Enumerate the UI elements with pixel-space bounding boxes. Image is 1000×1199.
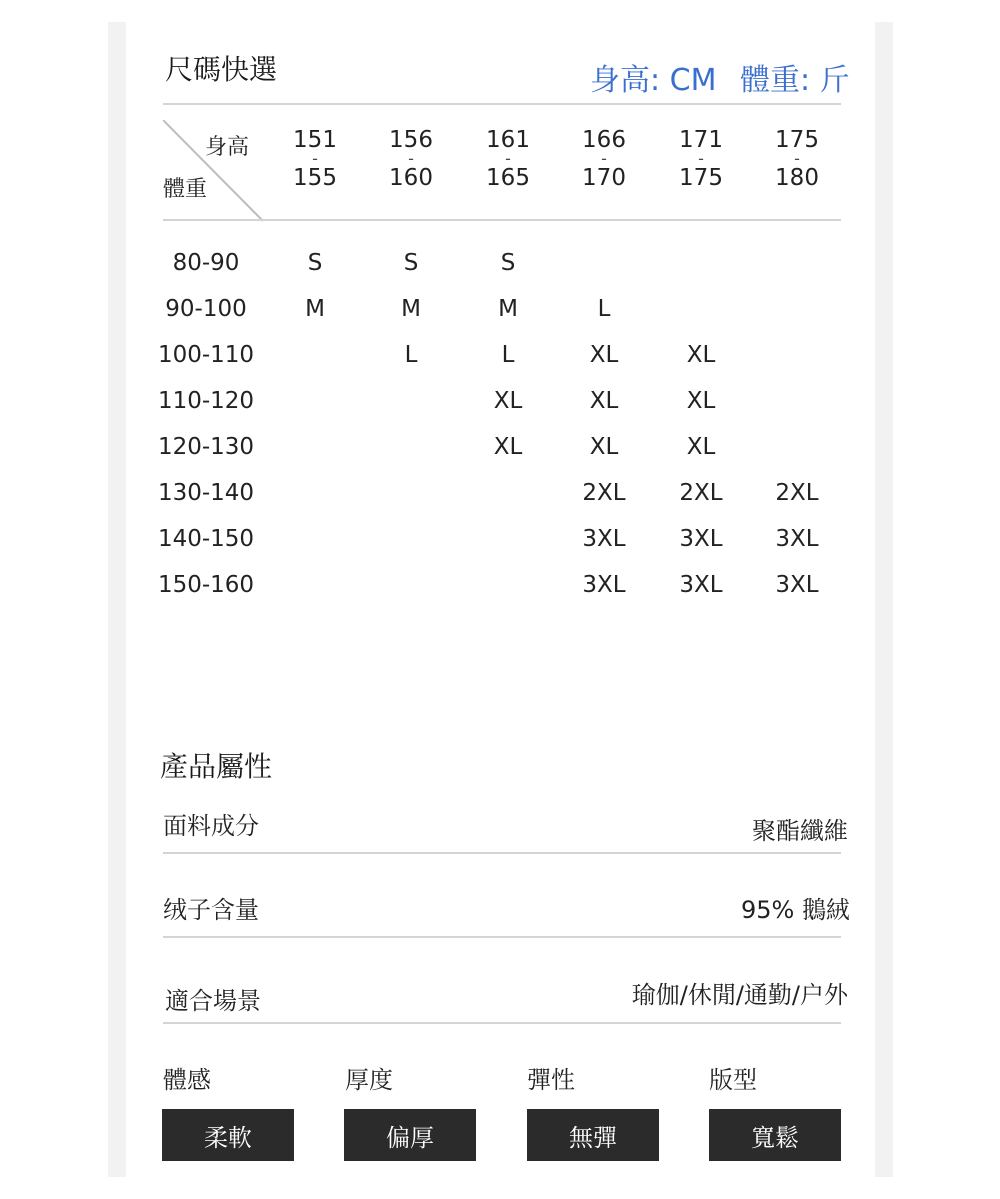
weight-unit-label: 體重: 斤 — [740, 63, 850, 98]
weight-range-label: 90-100 — [165, 296, 247, 322]
weight-range-label: 80-90 — [172, 250, 240, 276]
size-cell: 3XL — [775, 572, 819, 598]
height-column-header — [656, 128, 746, 190]
header-bottom-divider — [163, 219, 841, 221]
size-cell: XL — [686, 388, 716, 414]
body-feel-label: 體感 — [163, 1066, 211, 1094]
right-side-strip — [875, 22, 893, 1177]
size-guide-title: 尺碼快選 — [165, 53, 278, 86]
size-cell: L — [501, 342, 515, 368]
height-range-start: 175 — [775, 127, 819, 153]
scene-divider — [163, 1022, 841, 1024]
weight-range-label: 100-110 — [157, 342, 255, 368]
height-column-header — [752, 128, 842, 190]
size-cell: 3XL — [582, 572, 626, 598]
thickness-value: 偏厚 — [344, 1109, 476, 1161]
down-content-divider — [163, 936, 841, 938]
height-range-dash: - — [794, 149, 800, 168]
size-cell: 3XL — [679, 572, 723, 598]
size-cell: XL — [493, 434, 523, 460]
size-cell: 3XL — [775, 526, 819, 552]
height-column-header — [270, 128, 360, 190]
weight-range-label: 150-160 — [157, 572, 255, 598]
height-range-start: 161 — [486, 127, 530, 153]
size-cell: XL — [493, 388, 523, 414]
size-cell: L — [404, 342, 418, 368]
height-column-header — [463, 128, 553, 190]
height-range-dash: - — [312, 149, 318, 168]
weight-range-label: 130-140 — [157, 480, 255, 506]
height-column-header — [559, 128, 649, 190]
height-header: 身高 — [205, 135, 250, 160]
weight-header: 體重 — [163, 177, 208, 202]
left-side-strip — [108, 22, 126, 1177]
size-cell: 2XL — [679, 480, 723, 506]
scene-label: 適合場景 — [165, 987, 261, 1015]
size-cell: L — [597, 296, 611, 322]
weight-range-label: 120-130 — [157, 434, 255, 460]
size-cell: M — [401, 296, 421, 322]
attributes-title: 產品屬性 — [160, 750, 273, 783]
size-cell: XL — [686, 342, 716, 368]
header-top-divider — [163, 103, 841, 105]
elasticity-value: 無彈 — [527, 1109, 659, 1161]
size-cell: 2XL — [582, 480, 626, 506]
down-content-value: 95% 鵝絨 — [741, 896, 850, 924]
height-range-start: 166 — [582, 127, 626, 153]
size-cell: 3XL — [582, 526, 626, 552]
scene-value: 瑜伽/休閒/通勤/户外 — [631, 981, 848, 1009]
size-cell: S — [403, 250, 419, 276]
size-cell: XL — [589, 388, 619, 414]
body-feel-value: 柔軟 — [162, 1109, 294, 1161]
fit-label: 版型 — [709, 1066, 757, 1094]
height-range-dash: - — [601, 149, 607, 168]
size-cell: XL — [589, 342, 619, 368]
height-column-header — [366, 128, 456, 190]
height-range-end: 170 — [582, 165, 626, 191]
weight-range-label: 110-120 — [157, 388, 255, 414]
thickness-label: 厚度 — [345, 1066, 393, 1094]
height-range-start: 156 — [389, 127, 433, 153]
fabric-divider — [163, 852, 841, 854]
height-range-end: 175 — [679, 165, 723, 191]
height-range-start: 151 — [293, 127, 337, 153]
elasticity-label: 彈性 — [527, 1066, 575, 1094]
fabric-label: 面料成分 — [163, 812, 259, 840]
height-range-end: 180 — [775, 165, 819, 191]
fabric-value: 聚酯纖維 — [752, 817, 848, 845]
size-cell: S — [500, 250, 516, 276]
size-cell: XL — [589, 434, 619, 460]
height-range-dash: - — [505, 149, 511, 168]
size-cell: S — [307, 250, 323, 276]
height-range-end: 160 — [389, 165, 433, 191]
height-unit-label: 身高: CM — [590, 63, 717, 98]
height-range-dash: - — [408, 149, 414, 168]
weight-range-label: 140-150 — [157, 526, 255, 552]
height-range-dash: - — [698, 149, 704, 168]
size-cell: XL — [686, 434, 716, 460]
height-range-end: 155 — [293, 165, 337, 191]
size-cell: M — [498, 296, 518, 322]
size-cell: M — [305, 296, 325, 322]
size-cell: 3XL — [679, 526, 723, 552]
size-cell: 2XL — [775, 480, 819, 506]
height-range-end: 165 — [486, 165, 530, 191]
fit-value: 寬鬆 — [709, 1109, 841, 1161]
down-content-label: 绒子含量 — [163, 896, 259, 924]
height-range-start: 171 — [679, 127, 723, 153]
